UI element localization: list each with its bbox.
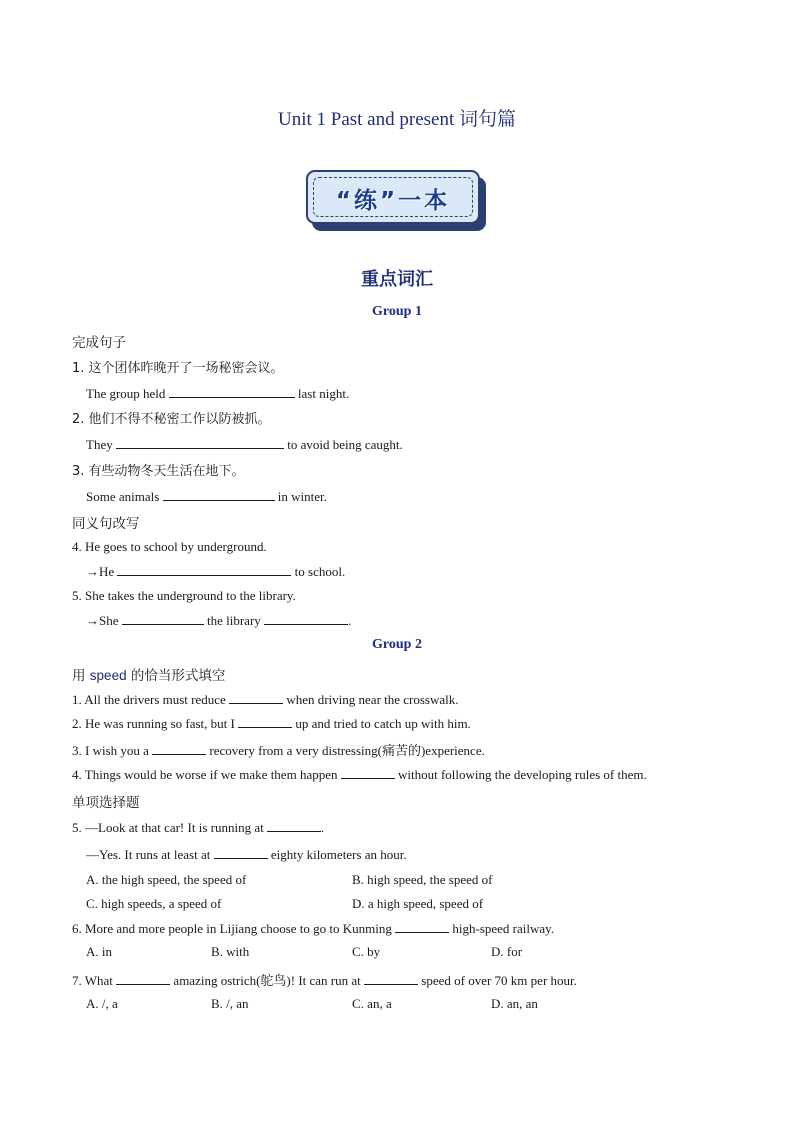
answer-blank[interactable] [364,972,418,985]
question-3-after: in winter. [277,489,327,504]
question-5-middle: the library [207,613,261,628]
option-b[interactable]: B. high speed, the speed of [352,872,493,887]
question-2-sentence [86,436,403,453]
option-c[interactable]: C. an, a [352,996,392,1011]
question-4-prompt: 4. He goes to school by underground. [72,539,267,554]
answer-blank[interactable] [395,920,449,933]
question-1-sentence [86,385,349,402]
question-4-after: to school. [294,564,346,579]
q5-line1-after: . [320,820,325,835]
question-5-prompt: 5. She takes the underground to the library. [72,588,296,603]
fill-after: without following the developing rules of them. [397,767,647,782]
fill-after: up and tried to catch up with him. [295,716,471,731]
banner [306,170,488,232]
choice-question-7 [72,970,577,989]
choice-question-5-line-1 [72,819,324,836]
fill-after: recovery from a very distressing(痛苦的)experience. [209,743,485,758]
option-b[interactable]: B. with [211,944,250,959]
q5-line2-before: —Yes. It runs at least at [86,847,211,862]
question-5-after: . [348,613,352,628]
question-1-after: last night. [297,386,350,401]
q6-before: 6. More and more people in Lijiang choose to go to Kunming [72,921,392,936]
fill-before: 3. I wish you a [72,743,149,758]
page-title: Unit 1 Past and present 词句篇 [277,109,516,130]
option-c[interactable]: C. high speeds, a speed of [86,896,222,911]
fill-question-2 [72,715,471,732]
question-2-after: to avoid being caught. [287,437,403,452]
option-d[interactable]: D. a high speed, speed of [352,896,484,911]
question-1-prompt: 1. 这个团体昨晚开了一场秘密会议。 [72,361,284,376]
answer-blank[interactable] [117,563,291,576]
choice-question-6 [72,920,554,937]
q5-line1-before: 5. —Look at that car! It is running at [72,820,264,835]
fill-before: 2. He was running so fast, but I [72,716,235,731]
fill-question-3 [72,740,485,759]
answer-blank[interactable] [169,385,295,398]
question-3-before: Some animals [86,489,160,504]
option-c[interactable]: C. by [352,944,381,959]
option-d[interactable]: D. an, an [491,996,538,1011]
part-heading-multiple-choice: 单项选择题 [72,795,140,811]
heading-pre: 用 [72,668,86,684]
part-heading-fill-speed [72,664,225,684]
group-1-label: Group 1 [372,304,422,319]
fill-before: 1. All the drivers must reduce [72,692,226,707]
heading-post: 的恰当形式填空 [130,668,226,684]
q5-line2-after: eighty kilometers an hour. [270,847,407,862]
answer-blank[interactable] [122,612,204,625]
question-2-prompt: 2. 他们不得不秘密工作以防被抓。 [72,412,271,427]
part-heading-rewrite: 同义句改写 [72,516,140,532]
question-5-before: →She [86,613,119,628]
q6-after: high-speed railway. [452,921,555,936]
answer-blank[interactable] [238,715,292,728]
answer-blank[interactable] [214,846,268,859]
option-a[interactable]: A. the high speed, the speed of [86,872,247,887]
question-1-before: The group held [86,386,166,401]
answer-blank[interactable] [163,488,275,501]
question-4-sentence [86,563,345,580]
section-title: 重点词汇 [361,269,433,290]
question-3-prompt: 3. 有些动物冬天生活在地下。 [72,464,245,479]
option-d[interactable]: D. for [491,944,523,959]
banner-text: “练”一本 [335,188,451,214]
q7-after: speed of over 70 km per hour. [421,973,577,988]
option-b[interactable]: B. /, an [211,996,249,1011]
fill-before: 4. Things would be worse if we make them happen [72,767,338,782]
question-4-before: →He [86,564,115,579]
answer-blank[interactable] [152,742,206,755]
option-a[interactable]: A. in [86,944,112,959]
choice-question-5-line-2 [86,846,407,863]
q7-before: 7. What [72,973,113,988]
group-2-label: Group 2 [372,637,422,652]
fill-question-1 [72,691,459,708]
answer-blank[interactable] [267,819,321,832]
answer-blank[interactable] [229,691,283,704]
q7-middle: amazing ostrich(鸵鸟)! It can run at [173,973,361,988]
fill-after: when driving near the crosswalk. [286,692,459,707]
banner-box [306,170,480,224]
fill-question-4 [72,766,647,783]
question-3-sentence [86,488,327,505]
answer-blank[interactable] [341,766,395,779]
question-2-before: They [86,437,113,452]
answer-blank[interactable] [116,436,284,449]
question-5-sentence [86,612,351,629]
option-a[interactable]: A. /, a [86,996,118,1011]
part-heading-complete-sentences: 完成句子 [72,335,126,351]
answer-blank[interactable] [264,612,348,625]
heading-keyword: speed [89,668,127,683]
answer-blank[interactable] [116,972,170,985]
